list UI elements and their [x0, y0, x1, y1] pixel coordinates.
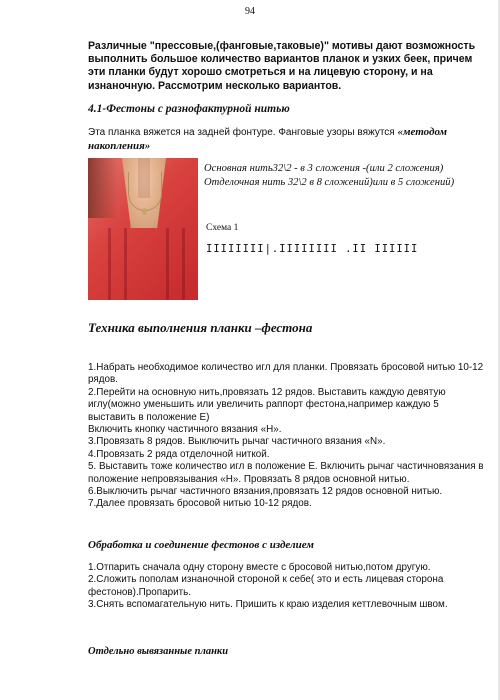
yarn-main: Основная нить32\2 - в 3 сложения -(или 2 сложения) [204, 163, 444, 174]
treatment-step: 1.Отпарить сначала одну сторону вместе с бросовой нитью,потом другую. [88, 562, 431, 573]
description-emphasis: «методом накопления» [88, 126, 448, 152]
treatment-heading: Обработка и соединение фестонов с изделием [88, 539, 314, 551]
step-item: 4.Провязать 2 ряда отделочной ниткой. [88, 448, 270, 460]
step-item: 6.Выключить рычаг частичного вязания,провязать 12 рядов основной нитью. [88, 486, 443, 498]
step-item: 5. Выставить тоже количество игл в положение Е. Включить рычаг частичновязания в положение непровязывания «Н». Провязать 8 рядов основной нитью. [88, 461, 487, 485]
page-number: 94 [245, 6, 255, 17]
garment-photo [88, 158, 198, 300]
intro-paragraph: Различные "прессовые,(фанговые,таковые)" мотивы дают возможность выполнить большое количество вариантов планок и узких беек, причем эти планки будут хорошо смотреться и на лицевую сторону, и на изнаночную. Рассмотрим несколько вариантов. [88, 40, 476, 92]
step-item: 1.Набрать необходимое количество игл для планки. Провязать бросовой нитью 10-12 рядов. [88, 362, 486, 386]
photo-rib-stripe [182, 228, 185, 300]
photo-necklace-chain [128, 172, 162, 211]
photo-rib-stripe [108, 228, 111, 300]
section-4-1-heading: 4.1-Фестоны с разнофактурной нитью [88, 103, 290, 115]
photo-pendant [142, 208, 147, 215]
technique-heading: Техника выполнения планки –фестона [88, 320, 313, 335]
photo-rib-stripe [166, 228, 169, 300]
treatment-step: 2.Сложить пополам изнаночной стороной к себе( это и есть лицевая сторона фестонов).Пропарить. [88, 574, 444, 598]
photo-rib-stripe [124, 228, 127, 300]
schema-label: Схема 1 [206, 223, 239, 233]
step-item: 7.Далее провязать бросовой нитью 10-12 рядов. [88, 498, 312, 510]
separate-planks-heading: Отдельно вывязанные планки [88, 646, 229, 657]
step-item: 2.Перейти на основную нить,провязать 12 рядов. Выставить каждую девятую иглу(можно уменьшить или увеличить раппорт фестона,например каждую 5 выставить в положение Е) [88, 386, 449, 423]
section-4-1-description [88, 126, 478, 153]
yarn-finish: Отделочная нить 32\2 в 8 сложений)или в 5 сложений) [204, 176, 455, 188]
technique-steps [88, 362, 488, 511]
yarn-spec [204, 162, 494, 189]
treatment-step: 3.Снять вспомагательную нить. Пришить к краю изделия кеттлевочным швом. [88, 599, 448, 611]
treatment-steps [88, 562, 488, 612]
step-item: Включить кнопку частичного вязания «Н». [88, 424, 282, 436]
schema-pattern: IIIIIIII|.IIIIIIII .II IIIIII [206, 243, 419, 255]
description-text: Эта планка вяжется на задней фонтуре. Фанговые узоры вяжутся [88, 127, 398, 138]
step-item: 3.Провязать 8 рядов. Выключить рычаг частичного вязания «N». [88, 436, 386, 448]
photo-hair-shadow [88, 158, 118, 218]
